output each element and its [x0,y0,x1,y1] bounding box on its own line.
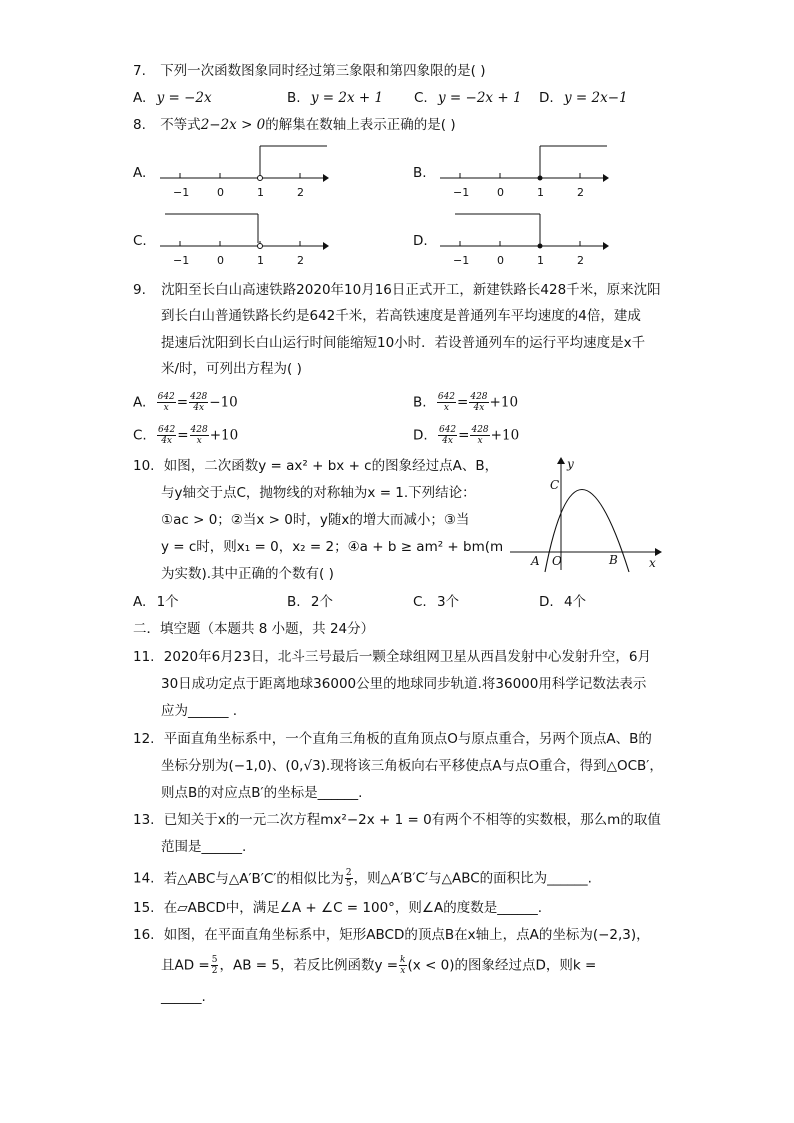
origin-label: O [552,554,562,568]
q9-option-d[interactable]: D. $\frac{642}{4x}$ = $\frac{428}{x}$ +10 [413,425,520,446]
y-axis-label: y [567,457,574,471]
q12-number: 12. [133,731,155,747]
q10-line-1: 10. 如图，二次函数y = ax² + bx + c的图象经过点A、B， [133,458,499,474]
q8-number: 8. [133,117,146,133]
q10-line-5: 为实数).其中正确的个数有( ) [161,566,334,582]
tick-label: 0 [497,254,504,267]
q10-option-c[interactable]: C. 3个 [413,594,460,610]
q13-number: 13. [133,812,155,828]
q7-stem [133,62,486,80]
tick-label: 0 [497,186,504,199]
q12-line-2: 坐标分别为(−1,0)、(0,√3).现将该三角板向右平移使点A与点O重合，得到△OCB′， [161,758,663,774]
q16-line-2: 且AD = $\frac{5}{2}$ ，AB = 5，若反比例函数y = $\frac{k}{x}$ (x < 0)的图象经过点D，则k = [161,955,597,976]
q14-line: 14. 若△ABC与△A′B′C′的相似比为 $\frac{2}{5}$ ，则△A′B′C′与△ABC的面积比为______. [133,868,592,889]
q9-number: 9. [133,282,146,298]
q8-option-d-label[interactable]: D. [413,233,428,249]
q9-option-c[interactable]: C. $\frac{642}{4x}$ = $\frac{428}{x}$ +10 [133,425,239,446]
point-c-label: C [550,478,560,492]
q10-number: 10. [133,458,155,474]
q10-line-4: y = c时，则x₁ = 0，x₂ = 2；④a + b ≥ am² + bm(m [161,539,504,555]
tick-label: 2 [577,186,584,199]
q7-option-d[interactable]: D. y = 2x−1 [539,90,628,106]
q7-option-a[interactable]: A. y = −2x [133,90,212,106]
q16-line-3: ______. [161,989,206,1005]
tick-label: 1 [537,254,544,267]
q8-stem: 8. 不等式2−2x > 0的解集在数轴上表示正确的是( ) [133,117,456,133]
q10-line-3: ①ac > 0；②当x > 0时，y随x的增大而减小；③当 [161,512,470,528]
q12-line-3: 则点B的对应点B′的坐标是______. [161,785,363,801]
tick-label: 0 [217,254,224,267]
tick-label: −1 [453,254,470,267]
tick-label: 1 [257,254,264,267]
q10-line-2: 与y轴交于点C，抛物线的对称轴为x = 1.下列结论： [161,485,476,501]
x-axis-label: x [649,556,656,570]
q9-option-b[interactable]: B. $\frac{642}{x}$ = $\frac{428}{4x}$ +10 [413,392,519,413]
tick-label: −1 [453,186,470,199]
q15-number: 15. [133,900,155,916]
q8-number-line-c [155,208,330,270]
tick-label: 2 [297,186,304,199]
q11-line-1: 11. 2020年6月23日，北斗三号最后一颗全球组网卫星从西昌发射中心发射升空，6月 [133,649,651,665]
q7-text: 下列一次函数图象同时经过第三象限和第四象限的是( ) [160,63,486,79]
q9-line-2: 到长白山普通铁路长约是642千米，若高铁速度是普通列车平均速度的4倍，建成 [161,308,641,324]
point-b-label: B [609,553,618,567]
q13-line-2: 范围是______. [161,839,247,855]
q11-line-2: 30日成功定点于距离地球36000公里的地球同步轨道.将36000用科学记数法表示 [161,676,647,692]
q11-number: 11. [133,649,155,665]
q13-line-1: 13. 已知关于x的一元二次方程mx²−2x + 1 = 0有两个不相等的实数根，那么m的取值 [133,812,661,828]
q8-option-a-label[interactable]: A. [133,165,147,181]
q8-option-c-label[interactable]: C. [133,233,147,249]
tick-label: 1 [537,186,544,199]
q7-option-b[interactable]: B. y = 2x + 1 [287,90,384,106]
tick-label: 1 [257,186,264,199]
q9-line-3: 提速后沈阳到长白山运行时间能缩短10小时．若设普通列车的运行平均速度是x千 [161,335,646,351]
tick-label: 2 [297,254,304,267]
q10-parabola-graph [505,452,665,574]
q14-number: 14. [133,870,155,887]
q8-number-line-b [435,140,610,202]
q9-line-1: 9. 沈阳至长白山高速铁路2020年10月16日正式开工，新建铁路长428千米，原来沈阳 [133,282,661,298]
q10-option-b[interactable]: B. 2个 [287,594,333,610]
q9-line-4: 米/时，可列出方程为( ) [161,361,302,377]
q10-option-a[interactable]: A. 1个 [133,594,179,610]
q8-number-line-d [435,208,610,270]
tick-label: 0 [217,186,224,199]
q8-option-b-label[interactable]: B. [413,165,427,181]
q7-number: 7. [133,63,146,79]
q8-number-line-a [155,140,330,202]
q12-line-1: 12. 平面直角坐标系中，一个直角三角板的直角顶点O与原点重合，另两个顶点A、B的 [133,731,652,747]
point-a-label: A [531,554,540,568]
q16-line-1: 16. 如图，在平面直角坐标系中，矩形ABCD的顶点B在x轴上，点A的坐标为(−2,3)， [133,927,650,943]
q16-number: 16. [133,927,155,943]
q7-option-c[interactable]: C. y = −2x + 1 [414,90,522,106]
tick-label: −1 [173,186,190,199]
tick-label: 2 [577,254,584,267]
q15-line: 15. 在▱ABCD中，满足∠A + ∠C = 100°，则∠A的度数是______. [133,900,543,916]
q11-line-3: 应为______ . [161,703,238,719]
tick-label: −1 [173,254,190,267]
section-2-title: 二．填空题（本题共 8 小题，共 24分） [133,621,375,637]
q9-option-a[interactable]: A. $\frac{642}{x}$ = $\frac{428}{4x}$ −10 [133,392,238,413]
q10-option-d[interactable]: D. 4个 [539,594,587,610]
